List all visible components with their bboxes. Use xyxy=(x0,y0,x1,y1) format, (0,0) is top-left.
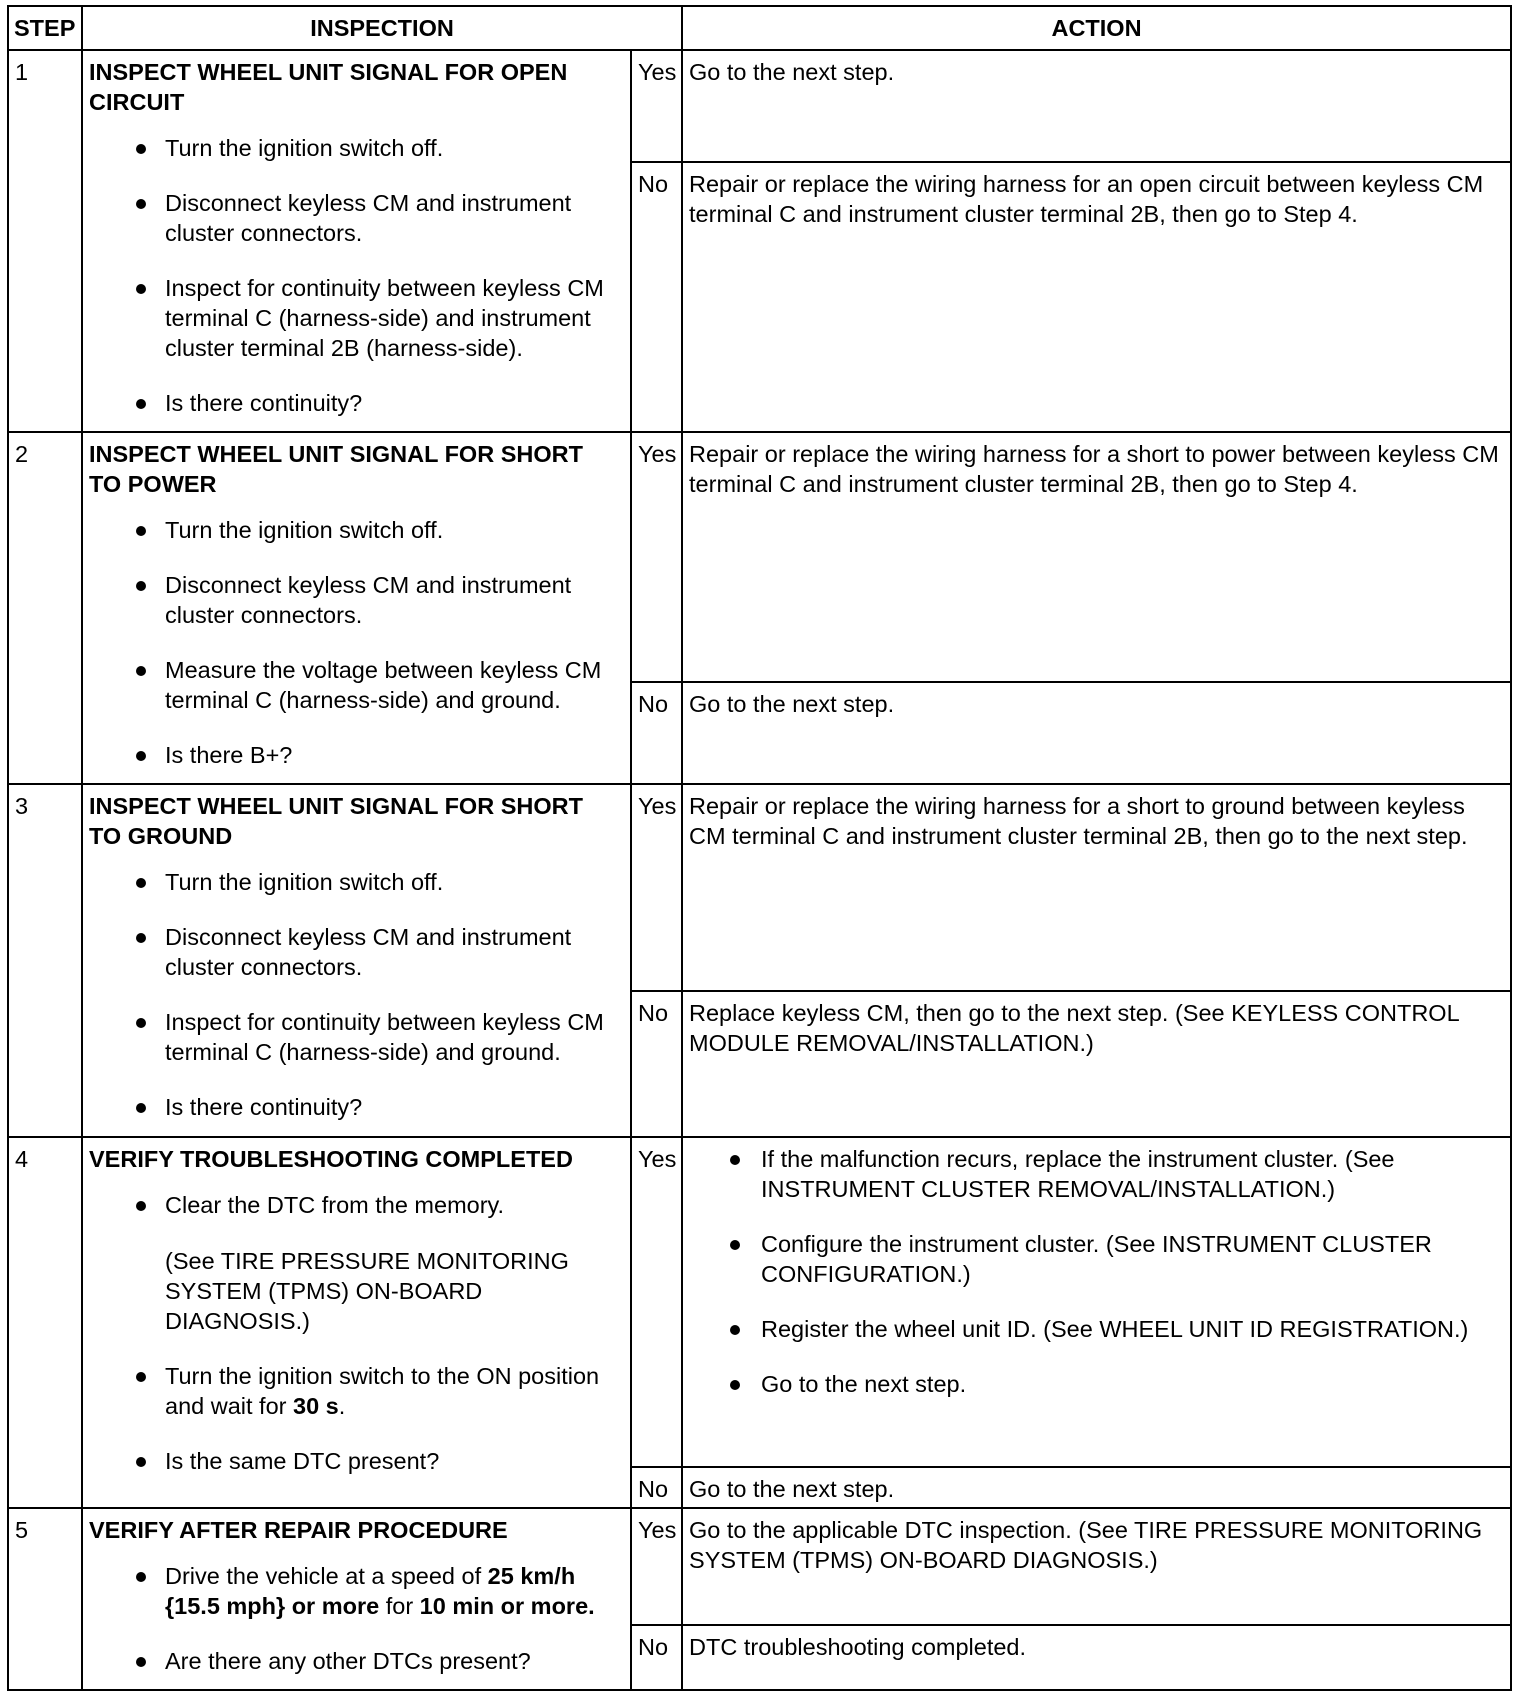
bullet-text: Turn the ignition switch to the ON position and wait for xyxy=(165,1363,600,1419)
no-label: No xyxy=(631,1467,682,1508)
bullet-item: Turn the ignition switch off. xyxy=(136,867,624,897)
inspection-bullets xyxy=(89,1561,624,1676)
bullet-item: Measure the voltage between keyless CM terminal C (harness-side) and ground. xyxy=(136,655,624,715)
action-item: Go to the next step. xyxy=(730,1369,1504,1399)
yes-label: Yes xyxy=(631,1508,682,1625)
step-number: 4 xyxy=(8,1137,82,1508)
no-label: No xyxy=(631,682,682,784)
step-inspection xyxy=(82,1137,631,1508)
bullet-item: Turn the ignition switch off. xyxy=(136,515,624,545)
no-action: Replace keyless CM, then go to the next step. (See KEYLESS CONTROL MODULE REMOVAL/INSTALLATION.) xyxy=(682,991,1511,1137)
yes-action: Repair or replace the wiring harness for a short to power between keyless CM terminal C and instrument cluster terminal 2B, then go to Step 4. xyxy=(682,432,1511,682)
no-action: Go to the next step. xyxy=(682,682,1511,784)
wait-time: 30 s xyxy=(293,1393,339,1419)
inspection-bullets xyxy=(89,515,624,770)
bullet-reference: (See TIRE PRESSURE MONITORING SYSTEM (TPMS) ON-BOARD DIAGNOSIS.) xyxy=(165,1248,569,1334)
header-step: STEP xyxy=(8,6,82,50)
action-bullets xyxy=(689,1144,1504,1399)
yes-action: Go to the next step. xyxy=(682,50,1511,162)
inspection-bullets xyxy=(89,867,624,1122)
step-1-yes-row xyxy=(8,50,1511,162)
bullet-text: Clear the DTC from the memory. xyxy=(165,1192,505,1218)
inspection-bullets xyxy=(89,133,624,418)
step-3-yes-row xyxy=(8,784,1511,991)
step-number: 2 xyxy=(8,432,82,784)
bullet-item: Disconnect keyless CM and instrument cluster connectors. xyxy=(136,570,624,630)
step-title: VERIFY TROUBLESHOOTING COMPLETED xyxy=(89,1146,573,1172)
yes-label: Yes xyxy=(631,50,682,162)
no-action: Go to the next step. xyxy=(682,1467,1511,1508)
action-item: If the malfunction recurs, replace the instrument cluster. (See INSTRUMENT CLUSTER REMOVAL/INSTALLATION.) xyxy=(730,1144,1504,1204)
step-number: 5 xyxy=(8,1508,82,1690)
step-number: 1 xyxy=(8,50,82,432)
speed-requirement: 25 km/h {15.5 mph} or more xyxy=(165,1563,576,1619)
step-inspection xyxy=(82,1508,631,1690)
yes-action: Repair or replace the wiring harness for a short to ground between keyless CM terminal C and instrument cluster terminal 2B, then go to the next step. xyxy=(682,784,1511,991)
step-number: 3 xyxy=(8,784,82,1137)
step-title: VERIFY AFTER REPAIR PROCEDURE xyxy=(89,1517,508,1543)
step-4-yes-row xyxy=(8,1137,1511,1467)
action-item: Register the wheel unit ID. (See WHEEL UNIT ID REGISTRATION.) xyxy=(730,1314,1504,1344)
bullet-item xyxy=(136,1561,624,1621)
action-item: Configure the instrument cluster. (See INSTRUMENT CLUSTER CONFIGURATION.) xyxy=(730,1229,1504,1289)
no-action: Repair or replace the wiring harness for an open circuit between keyless CM terminal C and instrument cluster terminal 2B, then go to Step 4. xyxy=(682,162,1511,432)
step-inspection xyxy=(82,784,631,1137)
bullet-text: Drive the vehicle at a speed of xyxy=(165,1563,488,1589)
yes-action: Go to the applicable DTC inspection. (See TIRE PRESSURE MONITORING SYSTEM (TPMS) ON-BOARD DIAGNOSIS.) xyxy=(682,1508,1511,1625)
yes-label: Yes xyxy=(631,784,682,991)
step-2-yes-row xyxy=(8,432,1511,682)
header-inspection: INSPECTION xyxy=(82,6,682,50)
no-label: No xyxy=(631,1625,682,1690)
step-title: INSPECT WHEEL UNIT SIGNAL FOR SHORT TO GROUND xyxy=(89,793,583,849)
step-inspection xyxy=(82,50,631,432)
header-action: ACTION xyxy=(682,6,1511,50)
bullet-item: Is there B+? xyxy=(136,740,624,770)
yes-action xyxy=(682,1137,1511,1467)
inspection-bullets xyxy=(89,1190,624,1476)
bullet-item: Is there continuity? xyxy=(136,388,624,418)
step-title: INSPECT WHEEL UNIT SIGNAL FOR OPEN CIRCUIT xyxy=(89,59,568,115)
bullet-item: Are there any other DTCs present? xyxy=(136,1646,624,1676)
no-label: No xyxy=(631,991,682,1137)
step-inspection xyxy=(82,432,631,784)
bullet-item xyxy=(136,1190,624,1336)
bullet-item: Turn the ignition switch off. xyxy=(136,133,624,163)
bullet-text-end: . xyxy=(338,1393,346,1419)
no-action: DTC troubleshooting completed. xyxy=(682,1625,1511,1690)
step-title: INSPECT WHEEL UNIT SIGNAL FOR SHORT TO POWER xyxy=(89,441,583,497)
bullet-item: Is there continuity? xyxy=(136,1092,624,1122)
bullet-item: Inspect for continuity between keyless CM terminal C (harness-side) and instrument cluster terminal 2B (harness-side). xyxy=(136,273,624,363)
bullet-item: Disconnect keyless CM and instrument cluster connectors. xyxy=(136,922,624,982)
bullet-item xyxy=(136,1361,624,1421)
dtc-troubleshooting-table xyxy=(7,5,1512,1691)
bullet-text-mid: for xyxy=(379,1593,420,1619)
bullet-item: Inspect for continuity between keyless CM terminal C (harness-side) and ground. xyxy=(136,1007,624,1067)
step-5-yes-row xyxy=(8,1508,1511,1625)
yes-label: Yes xyxy=(631,432,682,682)
no-label: No xyxy=(631,162,682,432)
time-requirement: 10 min or more. xyxy=(419,1593,595,1619)
yes-label: Yes xyxy=(631,1137,682,1467)
header-row xyxy=(8,6,1511,50)
bullet-item: Disconnect keyless CM and instrument cluster connectors. xyxy=(136,188,624,248)
bullet-item: Is the same DTC present? xyxy=(136,1446,624,1476)
